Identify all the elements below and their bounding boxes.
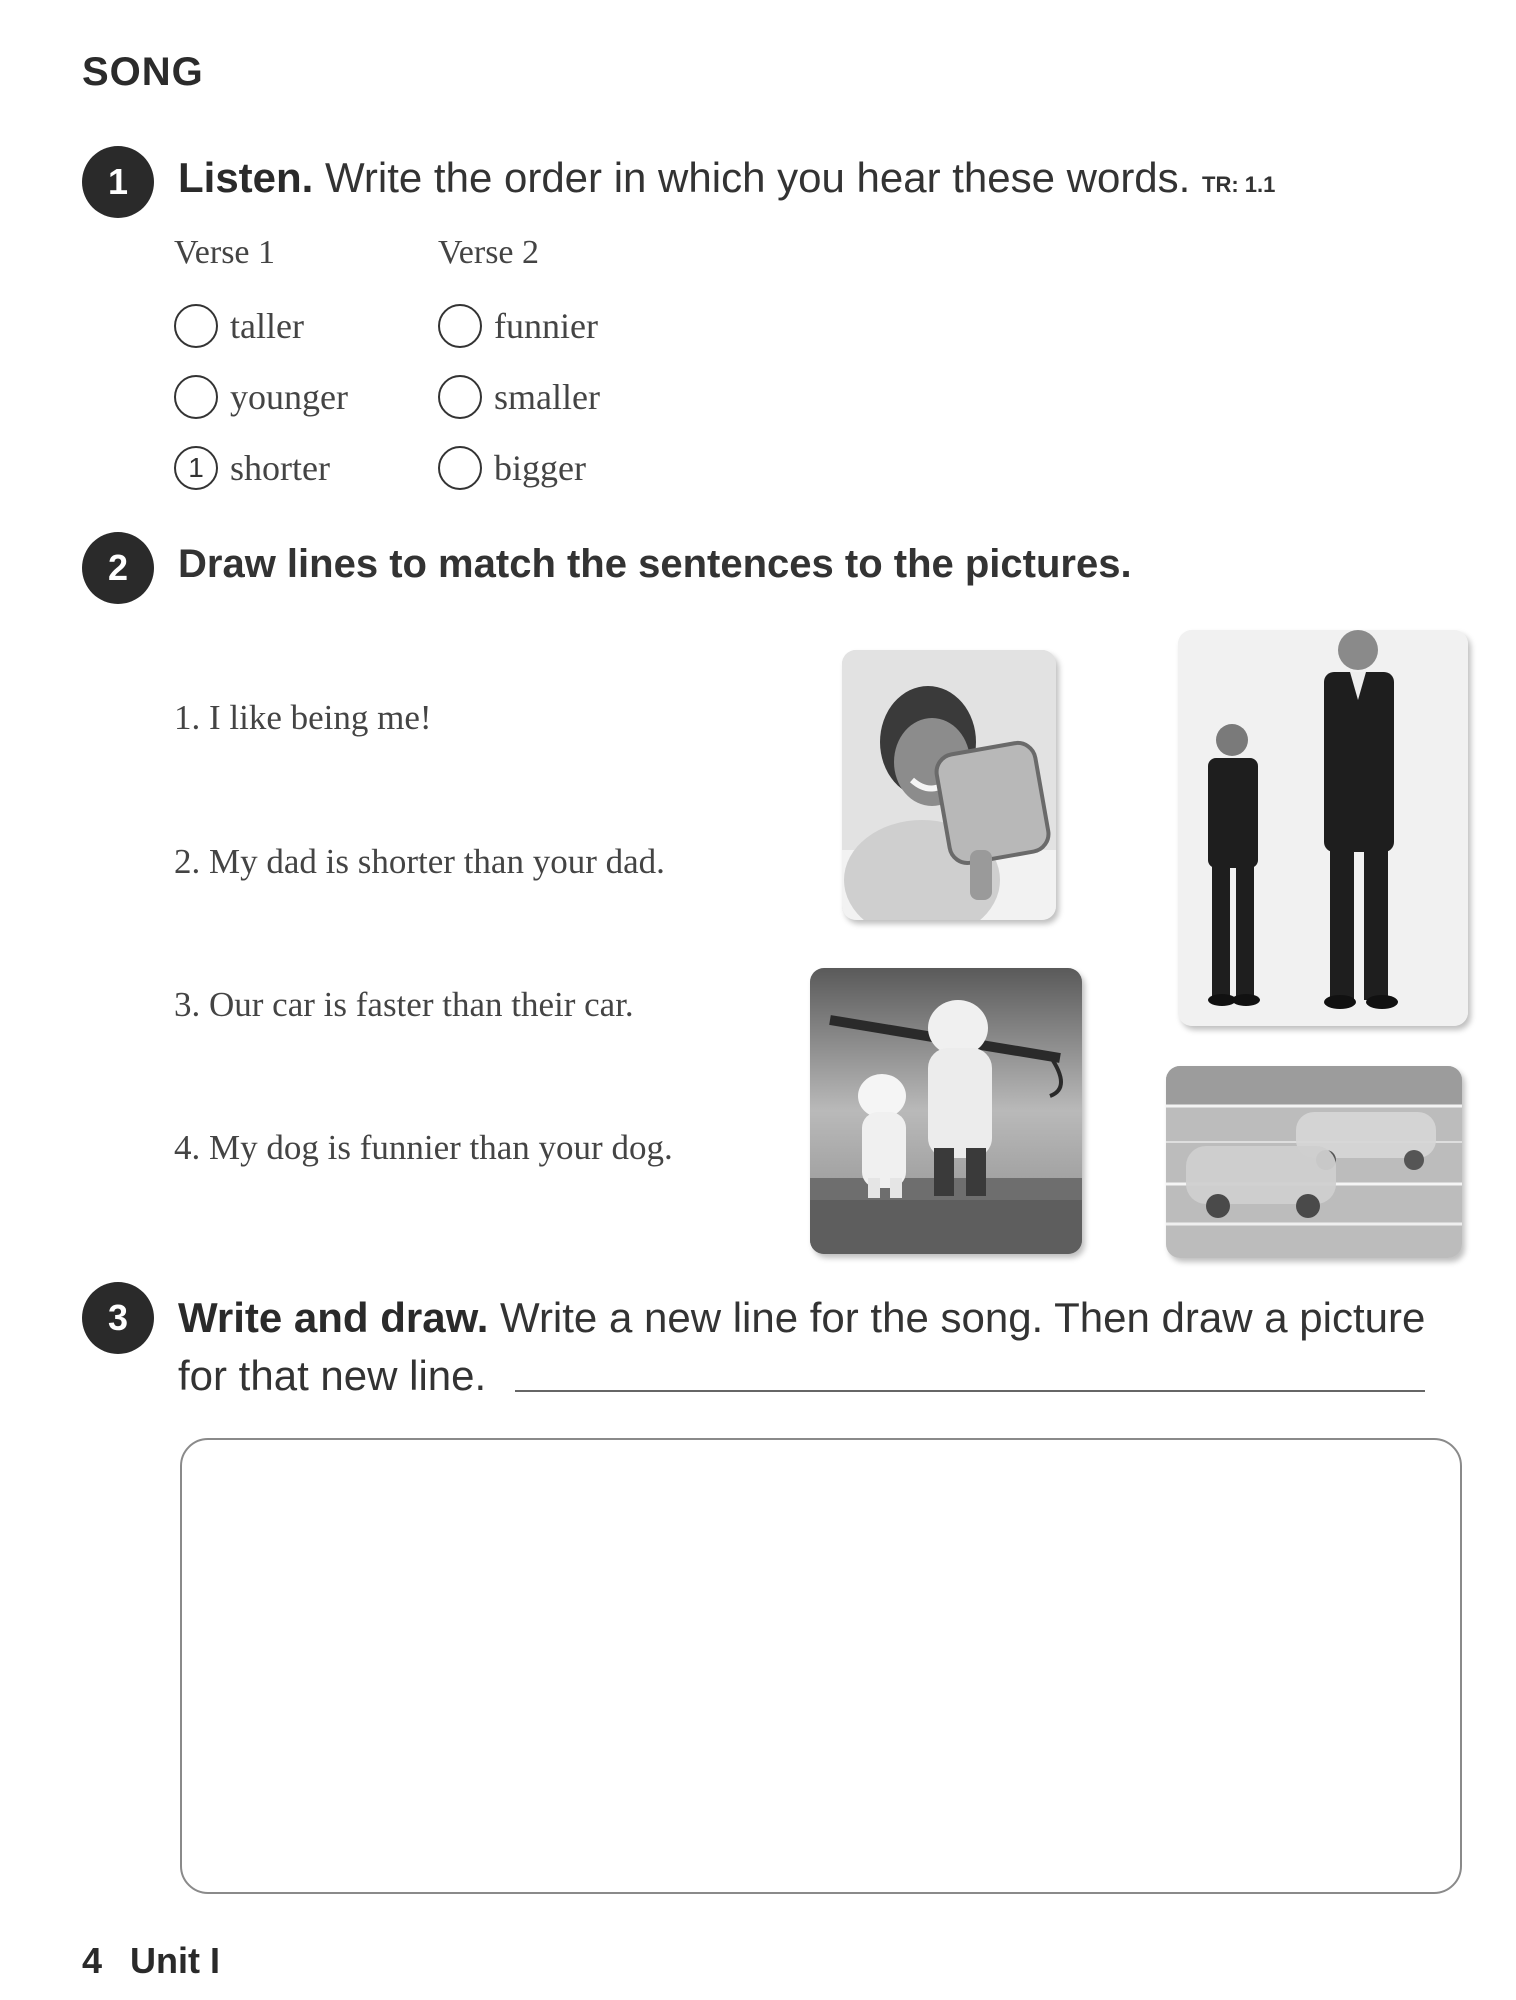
page-number: 4 — [82, 1940, 103, 1981]
word-label: smaller — [494, 377, 600, 417]
exercise-1-badge: 1 — [82, 146, 154, 218]
word-label: shorter — [230, 448, 330, 488]
sentence-3: 3. Our car is faster than their car. — [174, 985, 634, 1024]
track-reference: TR: 1.1 — [1202, 172, 1276, 197]
verse-1-title: Verse 1 — [174, 234, 276, 271]
photo-speeding-cars[interactable] — [1166, 1066, 1462, 1258]
verse-2-item — [438, 375, 600, 419]
verse-1-item — [174, 375, 348, 419]
girl-with-mirror-image — [842, 650, 1056, 920]
sentence-4: 4. My dog is funnier than your dog. — [174, 1128, 673, 1167]
answer-circle[interactable] — [174, 304, 218, 348]
answer-circle[interactable]: 1 — [174, 446, 218, 490]
sentence-2: 2. My dad is shorter than your dad. — [174, 842, 665, 881]
verse-1-item — [174, 446, 330, 490]
exercise-2-heading: Draw lines to match the sentences to the pictures. — [178, 542, 1132, 586]
drawing-box[interactable] — [180, 1438, 1462, 1894]
answer-circle[interactable] — [438, 375, 482, 419]
unit-label: Unit I — [130, 1940, 221, 1981]
word-label: younger — [230, 377, 348, 417]
two-men-image — [1178, 630, 1468, 1026]
exercise-1-heading-bold: Listen. — [178, 154, 314, 201]
exercise-2-badge: 2 — [82, 532, 154, 604]
verse-2-title: Verse 2 — [438, 234, 540, 271]
photo-tall-and-short-men[interactable] — [1178, 630, 1468, 1026]
exercise-3-heading-line-2: for that new line. — [178, 1352, 487, 1399]
exercise-1-heading-text: Write the order in which you hear these words. — [313, 154, 1191, 201]
photo-dogs-with-umbrella[interactable] — [810, 968, 1082, 1254]
sentence-1: 1. I like being me! — [174, 698, 432, 737]
verse-2-item — [438, 446, 586, 490]
verse-1-item — [174, 304, 304, 348]
word-label: bigger — [494, 448, 586, 488]
section-title: SONG — [82, 50, 204, 94]
answer-circle[interactable] — [174, 375, 218, 419]
page-footer — [82, 1940, 220, 1982]
exercise-3-badge: 3 — [82, 1282, 154, 1354]
dogs-with-umbrella-image — [810, 968, 1082, 1254]
answer-circle[interactable] — [438, 304, 482, 348]
word-label: taller — [230, 306, 304, 346]
word-label: funnier — [494, 306, 598, 346]
answer-circle[interactable] — [438, 446, 482, 490]
exercise-3-heading-bold: Write and draw. — [178, 1294, 489, 1341]
exercise-1-heading — [178, 154, 1275, 202]
verse-2-item — [438, 304, 598, 348]
photo-girl-with-mirror[interactable] — [842, 650, 1056, 920]
exercise-3-heading — [178, 1294, 1425, 1342]
speeding-cars-image — [1166, 1066, 1462, 1258]
exercise-3-heading-text: Write a new line for the song. Then draw a picture — [488, 1294, 1426, 1341]
answer-write-line[interactable] — [515, 1390, 1425, 1392]
